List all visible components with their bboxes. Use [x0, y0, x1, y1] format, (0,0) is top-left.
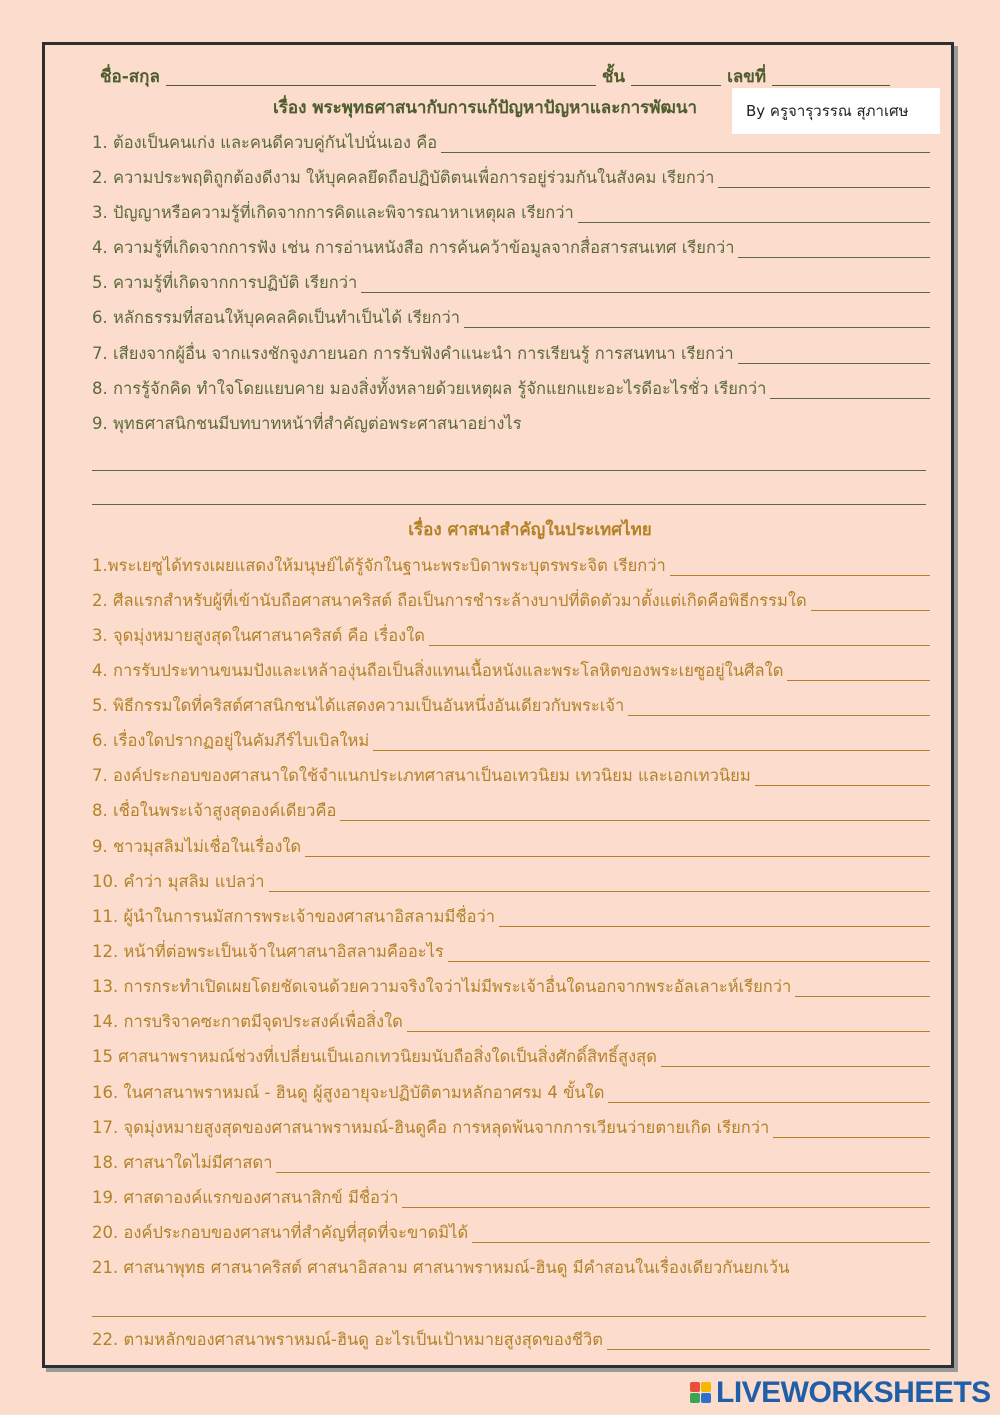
- s2-question-21: 21. ศาสนาพุทธ ศาสนาคริสต์ ศาสนาอิสลาม ศาสนาพราหมณ์-ฮินดู มีคำสอนในเรื่องเดียวกันยกเว้น: [92, 1258, 790, 1277]
- s2-question-7: 7. องค์ประกอบของศาสนาใดใช้จำแนกประเภทศาสนาเป็นอเทวนิยม เทวนิยม และเอกเทวนิยม: [92, 762, 930, 790]
- s2-question-16: 16. ในศาสนาพราหมณ์ - ฮินดู ผู้สูงอายุจะปฏิบัติตามหลักอาศรม 4 ขั้นใด: [92, 1079, 930, 1107]
- answer-input[interactable]: [407, 1011, 930, 1032]
- s2-question-5: 5. พิธีกรรมใดที่คริสต์ศาสนิกชนได้แสดงความเป็นอันหนึ่งอันเดียวกับพระเจ้า: [92, 692, 930, 720]
- name-field[interactable]: [166, 67, 596, 86]
- answer-input[interactable]: [670, 555, 930, 576]
- logo-square-red: [690, 1382, 700, 1392]
- answer-input[interactable]: [661, 1046, 930, 1067]
- answer-input[interactable]: [770, 378, 930, 399]
- s1-question-7: 7. เสียงจากผู้อื่น จากแรงชักจูงภายนอก การรับฟังคำแนะนำ การเรียนรู้ การสนทนา เรียกว่า: [92, 340, 930, 368]
- s2-question-8: 8. เชื่อในพระเจ้าสูงสุดองค์เดียวคือ: [92, 797, 930, 825]
- s2-question-4: 4. การรับประทานขนมปังและเหล้าองุ่นถือเป็นสิ่งแทนเนื้อหนังและพระโลหิตของพระเยซูอยู่ในศีลใด: [92, 657, 930, 685]
- answer-input[interactable]: [608, 1082, 930, 1103]
- s1-question-9: 9. พุทธศาสนิกชนมีบทบาทหน้าที่สำคัญต่อพระศาสนาอย่างไร: [92, 414, 522, 433]
- s1-question-1: 1. ต้องเป็นคนเก่ง และคนดีควบคู่กันไปนั่นเอง คือ: [92, 129, 930, 157]
- s2-question-3: 3. จุดมุ่งหมายสูงสุดในศาสนาคริสต์ คือ เรื่องใด: [92, 622, 930, 650]
- answer-input[interactable]: [773, 1117, 930, 1138]
- s2-question-9: 9. ชาวมุสลิมไม่เชื่อในเรื่องใด: [92, 833, 930, 861]
- answer-input[interactable]: [448, 941, 930, 962]
- answer-input[interactable]: [811, 590, 930, 611]
- answer-line[interactable]: [92, 504, 926, 505]
- s1-question-5: 5. ความรู้ที่เกิดจากการปฏิบัติ เรียกว่า: [92, 269, 930, 297]
- s1-question-6: 6. หลักธรรมที่สอนให้บุคคลคิดเป็นทำเป็นได้ เรียกว่า: [92, 304, 930, 332]
- logo-square-green: [690, 1393, 700, 1403]
- s2-question-11: 11. ผู้นำในการนมัสการพระเจ้าของศาสนาอิสลามมีชื่อว่า: [92, 903, 930, 931]
- number-label: เลขที่: [727, 67, 767, 87]
- class-label: ชั้น: [601, 67, 626, 87]
- answer-input[interactable]: [269, 871, 931, 892]
- s2-question-18: 18. ศาสนาใดไม่มีศาสดา: [92, 1149, 930, 1177]
- answer-input[interactable]: [441, 132, 930, 153]
- answer-input[interactable]: [795, 976, 930, 997]
- s2-question-15: 15 ศาสนาพราหมณ์ช่วงที่เปลี่ยนเป็นเอกเทวนิยมนับถือสิ่งใดเป็นสิ่งศักดิ์สิทธิ์สูงสุด: [92, 1043, 930, 1071]
- answer-input[interactable]: [787, 660, 930, 681]
- answer-input[interactable]: [472, 1222, 930, 1243]
- answer-line[interactable]: [92, 1316, 926, 1317]
- author-byline: By ครูจารุวรรณ สุภาเศษ: [732, 88, 940, 134]
- answer-line[interactable]: [92, 470, 926, 471]
- s2-question-14: 14. การบริจาคซะกาตมีจุดประสงค์เพื่อสิ่งใด: [92, 1008, 930, 1036]
- answer-input[interactable]: [429, 625, 930, 646]
- s1-question-8: 8. การรู้จักคิด ทำใจโดยแยบคาย มองสิ่งทั้งหลายด้วยเหตุผล รู้จักแยกแยะอะไรดีอะไรชั่ว เรียกว่า: [92, 375, 930, 403]
- s2-question-13: 13. การกระทำเปิดเผยโดยชัดเจนด้วยความจริงใจว่าไม่มีพระเจ้าอื่นใดนอกจากพระอัลเลาะห์เรียกว่า: [92, 973, 930, 1001]
- answer-input[interactable]: [738, 237, 930, 258]
- s1-question-4: 4. ความรู้ที่เกิดจากการฟัง เช่น การอ่านหนังสือ การค้นคว้าข้อมูลจากสื่อสารสนเทศ เรียกว่า: [92, 234, 930, 262]
- s2-question-20: 20. องค์ประกอบของศาสนาที่สำคัญที่สุดที่จะขาดมิได้: [92, 1219, 930, 1247]
- answer-input[interactable]: [361, 272, 930, 293]
- number-field[interactable]: [772, 67, 890, 86]
- class-field[interactable]: [631, 67, 721, 86]
- s1-question-2: 2. ความประพฤติถูกต้องดีงาม ให้บุคคลยึดถือปฏิบัติตนเพื่อการอยู่ร่วมกันในสังคม เรียกว่า: [92, 164, 930, 192]
- answer-input[interactable]: [402, 1187, 930, 1208]
- answer-input[interactable]: [628, 695, 930, 716]
- answer-input[interactable]: [578, 202, 930, 223]
- liveworksheets-brand: [690, 1376, 991, 1410]
- answer-input[interactable]: [373, 730, 930, 751]
- answer-input[interactable]: [305, 836, 930, 857]
- s2-question-6: 6. เรื่องใดปรากฏอยู่ในคัมภีร์ไบเบิลใหม่: [92, 727, 930, 755]
- s2-question-12: 12. หน้าที่ต่อพระเป็นเจ้าในศาสนาอิสลามคืออะไร: [92, 938, 930, 966]
- answer-input[interactable]: [718, 167, 930, 188]
- brand-text: LIVEWORKSHEETS: [716, 1376, 991, 1409]
- s2-question-22: 22. ตามหลักของศาสนาพราหมณ์-ฮินดู อะไรเป็นเป้าหมายสูงสุดของชีวิต: [92, 1326, 930, 1354]
- answer-input[interactable]: [607, 1329, 930, 1350]
- answer-input[interactable]: [738, 343, 930, 364]
- answer-input[interactable]: [464, 307, 930, 328]
- answer-input[interactable]: [755, 765, 930, 786]
- answer-input[interactable]: [340, 800, 930, 821]
- section1-title: เรื่อง พระพุทธศาสนากับการแก้ปัญหาปัญหาและการพัฒนา: [272, 98, 698, 118]
- answer-input[interactable]: [276, 1152, 930, 1173]
- name-label: ชื่อ-สกุล: [100, 67, 160, 87]
- logo-square-yellow: [701, 1382, 711, 1392]
- logo-square-blue: [701, 1393, 711, 1403]
- s2-question-1: 1.พระเยซูได้ทรงเผยแสดงให้มนุษย์ได้รู้จักในฐานะพระบิดาพระบุตรพระจิต เรียกว่า: [92, 552, 930, 580]
- s2-question-2: 2. ศีลแรกสำหรับผู้ที่เข้านับถือศาสนาคริสต์ ถือเป็นการชำระล้างบาปที่ติดตัวมาตั้งแต่เกิดคือพิธีกรรมใด: [92, 587, 930, 615]
- s2-question-17: 17. จุดมุ่งหมายสูงสุดของศาสนาพราหมณ์-ฮินดูคือ การหลุดพ้นจากการเวียนว่ายตายเกิด เรียกว่า: [92, 1114, 930, 1142]
- student-info-row: [100, 60, 900, 90]
- section2-title: เรื่อง ศาสนาสำคัญในประเทศไทย: [408, 520, 652, 540]
- s2-question-19: 19. ศาสดาองค์แรกของศาสนาสิกข์ มีชื่อว่า: [92, 1184, 930, 1212]
- answer-input[interactable]: [499, 906, 930, 927]
- s2-question-10: 10. คำว่า มุสลิม แปลว่า: [92, 868, 930, 896]
- s1-question-3: 3. ปัญญาหรือความรู้ที่เกิดจากการคิดและพิจารณาหาเหตุผล เรียกว่า: [92, 199, 930, 227]
- liveworksheets-logo-icon: [690, 1382, 712, 1404]
